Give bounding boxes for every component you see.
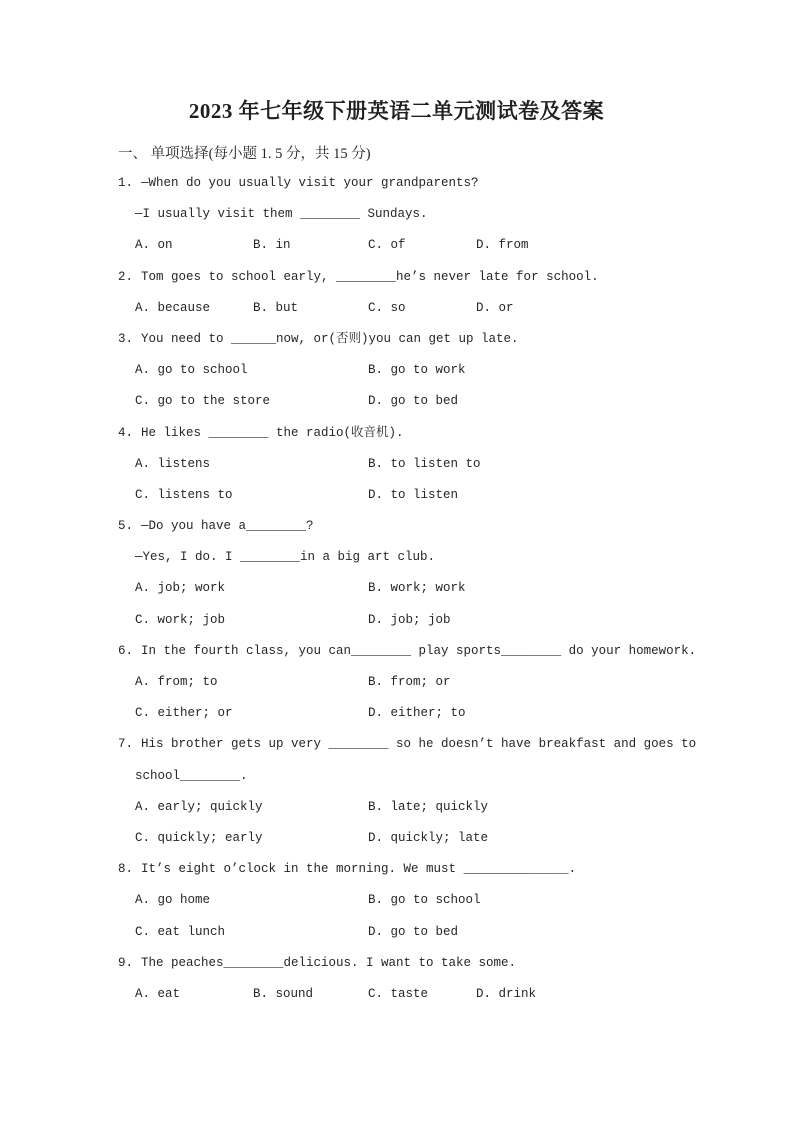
question-number: 5. <box>118 519 134 534</box>
option-item: B. sound <box>253 986 314 1001</box>
option-row <box>0 605 793 636</box>
option-row <box>0 792 793 823</box>
question-stem-text: —I usually visit them ________ Sundays. <box>135 207 428 222</box>
question-stem-line <box>0 168 793 199</box>
option-item: C. either; or <box>135 706 233 721</box>
option-item: D. job; job <box>368 612 451 627</box>
option-item: D. from <box>476 238 529 253</box>
option-item: C. of <box>368 238 406 253</box>
question-stem-line <box>0 948 793 979</box>
option-item: D. drink <box>476 986 537 1001</box>
question-stem-line <box>0 729 793 760</box>
option-row <box>0 573 793 604</box>
option-item: B. late; quickly <box>368 799 489 814</box>
option-item: D. to listen <box>368 487 459 502</box>
option-item: A. job; work <box>135 581 226 596</box>
question-number: 6. <box>118 643 134 658</box>
option-item: B. in <box>253 238 291 253</box>
question-number: 2. <box>118 269 134 284</box>
question-stem-line <box>0 636 793 667</box>
section-heading: 一、 单项选择(每小题 1. 5 分，共 15 分) <box>118 146 371 162</box>
question-stem-text: —Do you have a________? <box>141 519 314 534</box>
option-item: A. listens <box>135 456 211 471</box>
question-stem-line <box>0 511 793 542</box>
option-row <box>0 917 793 948</box>
option-item: D. either; to <box>368 706 466 721</box>
question-stem-text: —Yes, I do. I ________in a big art club. <box>135 550 436 565</box>
option-item: C. work; job <box>135 612 226 627</box>
option-row <box>0 449 793 480</box>
option-row <box>0 480 793 511</box>
option-item: A. early; quickly <box>135 799 263 814</box>
question-block <box>0 418 793 512</box>
question-block <box>0 324 793 418</box>
option-item: B. to listen to <box>368 456 481 471</box>
option-item: C. go to the store <box>135 394 271 409</box>
option-row <box>0 230 793 261</box>
option-row <box>0 386 793 417</box>
question-block <box>0 729 793 854</box>
question-number: 1. <box>118 176 134 190</box>
question-number: 9. <box>118 955 134 970</box>
question-stem-text: You need to ______now, or(否则)you can get up late. <box>141 331 519 346</box>
question-number: 4. <box>118 425 134 440</box>
question-stem-line <box>0 199 793 230</box>
option-item: C. taste <box>368 986 429 1001</box>
option-item: D. go to bed <box>368 394 459 409</box>
question-stem-text: His brother gets up very ________ so he doesn’t have breakfast and goes to <box>141 737 697 752</box>
option-item: D. quickly; late <box>368 830 489 845</box>
question-stem-text: The peaches________delicious. I want to take some. <box>141 955 517 970</box>
questions-container <box>0 168 793 1010</box>
question-stem-text: He likes ________ the radio(收音机). <box>141 425 404 440</box>
option-item: C. eat lunch <box>135 924 226 939</box>
question-block <box>0 636 793 730</box>
option-row <box>0 293 793 324</box>
question-stem-line <box>0 262 793 293</box>
option-item: B. go to work <box>368 363 466 378</box>
option-row <box>0 698 793 729</box>
question-stem-text: school________. <box>135 768 248 783</box>
option-item: D. go to bed <box>368 924 459 939</box>
option-item: C. listens to <box>135 487 233 502</box>
option-item: A. go to school <box>135 363 248 378</box>
option-item: A. because <box>135 300 211 315</box>
option-row <box>0 823 793 854</box>
option-item: A. eat <box>135 986 181 1001</box>
question-stem-text: In the fourth class, you can________ play sports________ do your homework. <box>141 643 697 658</box>
option-item: C. quickly; early <box>135 830 263 845</box>
question-block <box>0 168 793 262</box>
option-item: A. go home <box>135 893 211 908</box>
question-number: 8. <box>118 862 134 877</box>
option-item: B. work; work <box>368 581 466 596</box>
question-block <box>0 262 793 324</box>
option-item: B. go to school <box>368 893 481 908</box>
option-row <box>0 667 793 698</box>
question-stem-line <box>0 761 793 792</box>
question-stem-line <box>0 324 793 355</box>
question-stem-text: It’s eight o’clock in the morning. We must ______________. <box>141 862 577 877</box>
question-number: 7. <box>118 737 134 752</box>
question-block <box>0 854 793 948</box>
option-item: A. on <box>135 238 173 253</box>
question-stem-line <box>0 418 793 449</box>
question-stem-line <box>0 854 793 885</box>
option-row <box>0 355 793 386</box>
question-number: 3. <box>118 331 134 346</box>
option-item: C. so <box>368 300 406 315</box>
option-row <box>0 979 793 1010</box>
option-item: D. or <box>476 300 514 315</box>
option-row <box>0 885 793 916</box>
document-title: 2023 年七年级下册英语二单元测试卷及答案 <box>188 99 605 123</box>
question-block <box>0 511 793 636</box>
option-item: B. but <box>253 300 299 315</box>
option-item: B. from; or <box>368 675 451 689</box>
option-item: A. from; to <box>135 675 218 689</box>
question-stem-line <box>0 542 793 573</box>
question-block <box>0 948 793 1010</box>
question-stem-text: Tom goes to school early, ________he’s never late for school. <box>141 269 599 284</box>
question-stem-text: —When do you usually visit your grandparents? <box>141 176 479 190</box>
